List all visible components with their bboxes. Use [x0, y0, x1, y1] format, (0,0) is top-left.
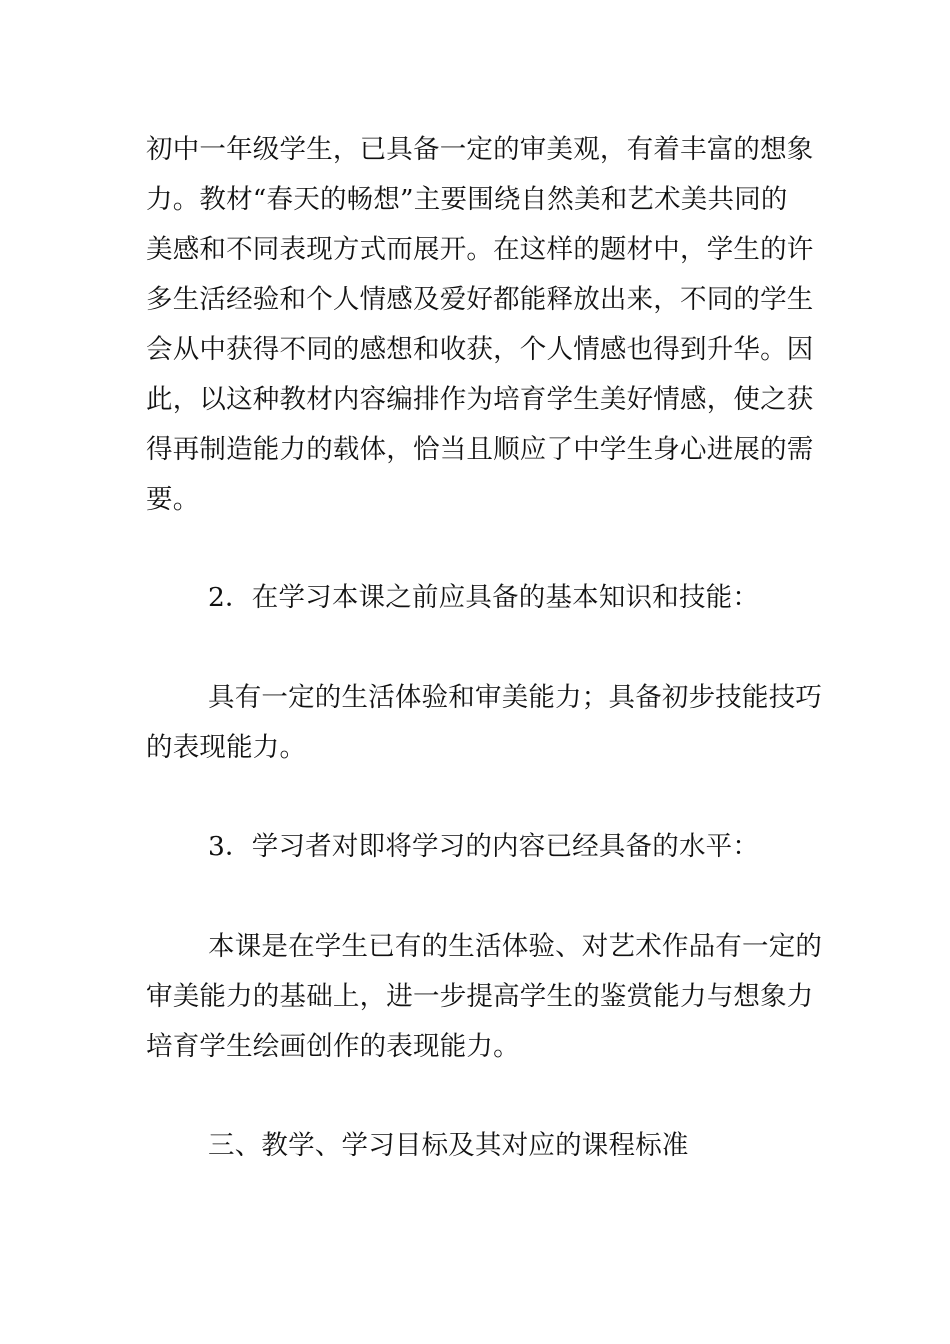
paragraph-line: 此，以这种教材内容编排作为培育学生美好情感，使之获: [146, 384, 814, 415]
section-heading-objectives: 三、教学、学习目标及其对应的课程标准: [208, 1130, 689, 1161]
paragraph-line: 得再制造能力的载体，恰当且顺应了中学生身心进展的需: [146, 434, 814, 465]
paragraph-line: 多生活经验和个人情感及爱好都能释放出来，不同的学生: [146, 284, 814, 315]
paragraph-line: 具有一定的生活体验和审美能力；具备初步技能技巧: [208, 682, 823, 713]
paragraph-line: 要。: [146, 484, 200, 515]
paragraph-line: 培育学生绘画创作的表现能力。: [146, 1031, 520, 1062]
heading-prerequisite-knowledge: 2．在学习本课之前应具备的基本知识和技能：: [208, 582, 760, 613]
paragraph-line: 本课是在学生已有的生活体验、对艺术作品有一定的: [208, 931, 823, 962]
paragraph-line: 的表现能力。: [146, 732, 307, 763]
paragraph-line: 初中一年级学生，已具备一定的审美观，有着丰富的想象: [146, 134, 814, 165]
paragraph-line: 美感和不同表现方式而展开。在这样的题材中，学生的许: [146, 234, 814, 265]
paragraph-line: 会从中获得不同的感想和收获，个人情感也得到升华。因: [146, 334, 814, 365]
paragraph-line: 力。教材“春天的畅想”主要围绕自然美和艺术美共同的: [146, 184, 788, 215]
heading-learner-level: 3．学习者对即将学习的内容已经具备的水平：: [208, 831, 760, 862]
paragraph-line: 审美能力的基础上，进一步提高学生的鉴赏能力与想象力: [146, 981, 814, 1012]
